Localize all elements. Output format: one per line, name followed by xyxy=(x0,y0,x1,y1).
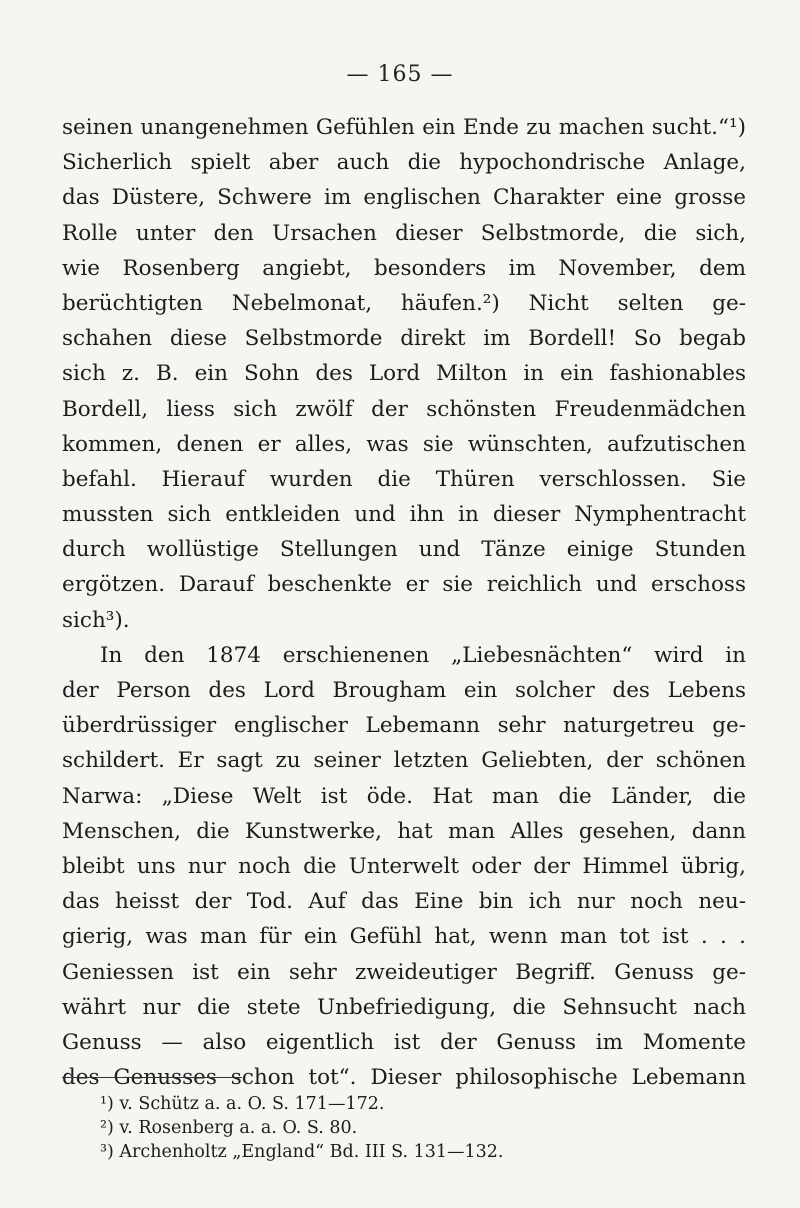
text-line: berüchtigten Nebelmonat, häufen.²) Nicht selten ge- xyxy=(62,290,746,316)
text-line: wie Rosenberg angiebt, besonders im November, dem xyxy=(62,255,746,281)
paragraph-start-line: In den 1874 erschienenen „Liebesnächten“ wird in xyxy=(100,642,746,668)
text-line: Bordell, liess sich zwölf der schönsten Freudenmädchen xyxy=(62,396,746,422)
text-line: Geniessen ist ein sehr zweideutiger Begriff. Genuss ge- xyxy=(62,959,746,985)
text-line: schahen diese Selbstmorde direkt im Bordell! So begab xyxy=(62,326,746,352)
text-line: des Genusses schon tot“. Dieser philosophische Lebemann xyxy=(62,1065,746,1091)
footnotes xyxy=(100,1092,700,1164)
text-line: das Düstere, Schwere im englischen Charakter eine grosse xyxy=(62,185,746,211)
footnote-2: ²) v. Rosenberg a. a. O. S. 80. xyxy=(100,1118,358,1138)
paragraph-end-line: sich³). xyxy=(62,607,130,633)
text-line: durch wollüstige Stellungen und Tänze einige Stunden xyxy=(62,537,746,563)
text-line: überdrüssiger englischer Lebemann sehr naturgetreu ge- xyxy=(62,713,746,739)
text-line: das heisst der Tod. Auf das Eine bin ich nur noch neu- xyxy=(62,889,746,915)
body-text xyxy=(62,110,746,1095)
text-line: schildert. Er sagt zu seiner letzten Geliebten, der schönen xyxy=(62,748,746,774)
text-line: bleibt uns nur noch die Unterwelt oder der Himmel übrig, xyxy=(62,853,746,879)
footnote-divider xyxy=(62,1077,242,1078)
text-line: mussten sich entkleiden und ihn in dieser Nymphentracht xyxy=(62,502,746,528)
text-line: gierig, was man für ein Gefühl hat, wenn man tot ist . . . xyxy=(62,924,746,950)
text-line: Narwa: „Diese Welt ist öde. Hat man die Länder, die xyxy=(62,783,746,809)
page-number: — 165 — xyxy=(346,62,454,87)
text-line: sich z. B. ein Sohn des Lord Milton in ein fashionables xyxy=(62,361,746,387)
text-line: Menschen, die Kunstwerke, hat man Alles gesehen, dann xyxy=(62,818,746,844)
text-line: seinen unangenehmen Gefühlen ein Ende zu machen sucht.“¹) xyxy=(62,115,746,140)
footnote-1: ¹) v. Schütz a. a. O. S. 171—172. xyxy=(100,1094,385,1114)
text-line: Genuss — also eigentlich ist der Genuss im Momente xyxy=(62,1029,746,1055)
footnote-3: ³) Archenholtz „England“ Bd. III S. 131—132. xyxy=(100,1142,504,1162)
text-line: Rolle unter den Ursachen dieser Selbstmorde, die sich, xyxy=(62,220,746,246)
text-line: währt nur die stete Unbefriedigung, die Sehnsucht nach xyxy=(62,994,746,1020)
text-line: ergötzen. Darauf beschenkte er sie reichlich und erschoss xyxy=(62,572,746,598)
text-line: befahl. Hierauf wurden die Thüren verschlossen. Sie xyxy=(62,466,746,492)
text-line: kommen, denen er alles, was sie wünschten, aufzutischen xyxy=(62,431,746,457)
text-line: der Person des Lord Brougham ein solcher des Lebens xyxy=(62,678,746,703)
text-line: Sicherlich spielt aber auch die hypochondrische Anlage, xyxy=(62,150,746,176)
